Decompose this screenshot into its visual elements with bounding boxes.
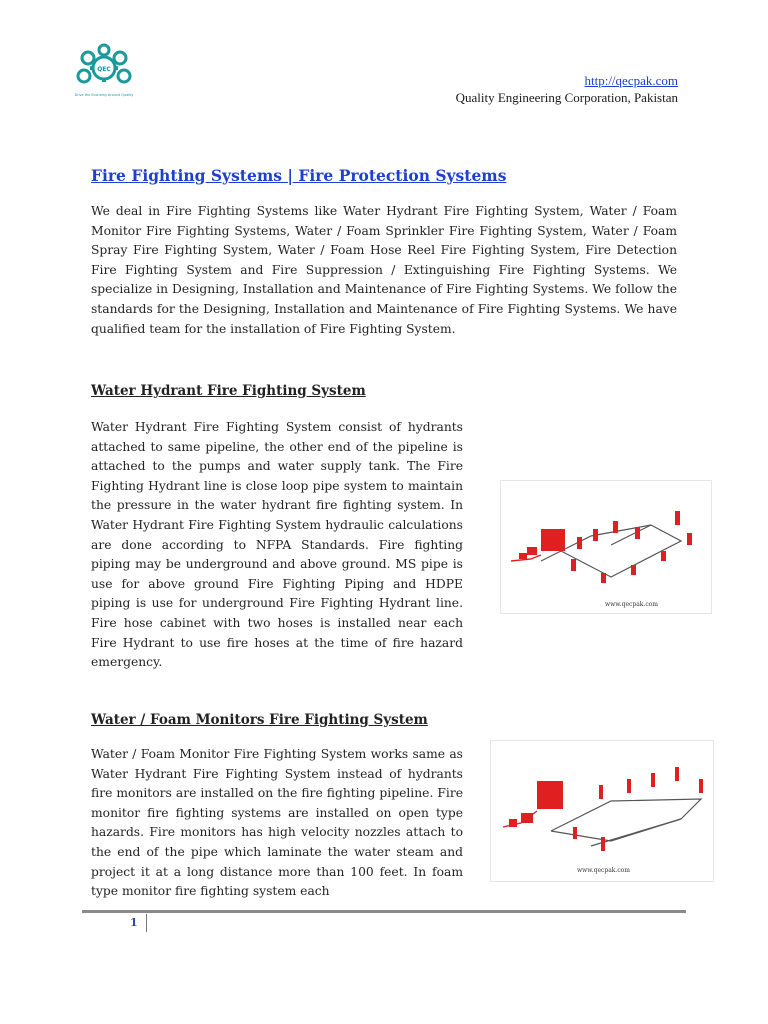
section-heading-monitors: Water / Foam Monitors Fire Fighting System: [91, 712, 428, 728]
page-number: 1: [130, 916, 138, 929]
section-heading-hydrant: Water Hydrant Fire Fighting System: [91, 383, 366, 399]
page-title[interactable]: Fire Fighting Systems | Fire Protection Systems: [91, 166, 507, 185]
hydrant-diagram-image: [501, 481, 711, 613]
section-body-monitors: Water / Foam Monitor Fire Fighting System works same as Water Hydrant Fire Fighting System instead of hydrants fire monitors are installed on the fire fighting pipeline. Fire monitor fire fighting systems are installed on open type hazards. Fire monitors has high velocity nozzles attach to the end of the pipe which laminate the water steam and project it at a long distance more than 100 feet. In foam type monitor fire fighting system each: [91, 747, 463, 899]
figure-caption: www.qecpak.com: [577, 867, 630, 874]
gears-logo-icon: [64, 40, 144, 104]
logo-tagline: Drive the Economy Around Quality: [74, 93, 134, 97]
company-name: Quality Engineering Corporation, Pakistan: [455, 90, 678, 105]
header-info: [456, 72, 678, 106]
footer-divider: [82, 910, 686, 913]
section-body-hydrant: Water Hydrant Fire Fighting System consist of hydrants attached to same pipeline, the other end of the pipeline is attached to the pumps and water supply tank. The Fire Fighting Hydrant line is close loop pipe system to maintain the pressure in the water hydrant fire fighting system. In Water Hydrant Fire Fighting System hydraulic calculations are done according to NFPA Standards. Fire fighting piping may be underground and above ground. MS pipe is use for above ground Fire Fighting Piping and HDPE piping is use for underground Fire Fighting Hydrant line. Fire hose cabinet with two hoses is installed near each Fire Hydrant to use fire hoses at the time of fire hazard emergency.: [91, 420, 463, 670]
logo-text: QEC: [97, 66, 111, 73]
intro-paragraph: We deal in Fire Fighting Systems like Water Hydrant Fire Fighting System, Water / Foam Monitor Fire Fighting Systems, Water / Foam Sprinkler Fire Fighting System, Water / Foam Spray Fire Fighting System, Water / Foam Hose Reel Fire Fighting System, Fire Detection Fire Fighting System and Fire Suppression / Extinguishing Fire Fighting Systems. We specialize in Designing, Installation and Maintenance of Fire Fighting Systems. We follow the standards for the Designing, Installation and Maintenance of Fire Fighting Systems. We have qualified team for the installation of Fire Fighting System.: [91, 204, 677, 336]
qec-logo: [64, 40, 144, 104]
monitor-system-figure: [490, 740, 714, 882]
monitor-diagram-image: [491, 741, 713, 881]
page-number-divider: [146, 914, 147, 932]
figure-caption: www.qecpak.com: [605, 601, 658, 608]
hydrant-system-figure: [500, 480, 712, 614]
website-link[interactable]: http://qecpak.com: [584, 73, 678, 88]
